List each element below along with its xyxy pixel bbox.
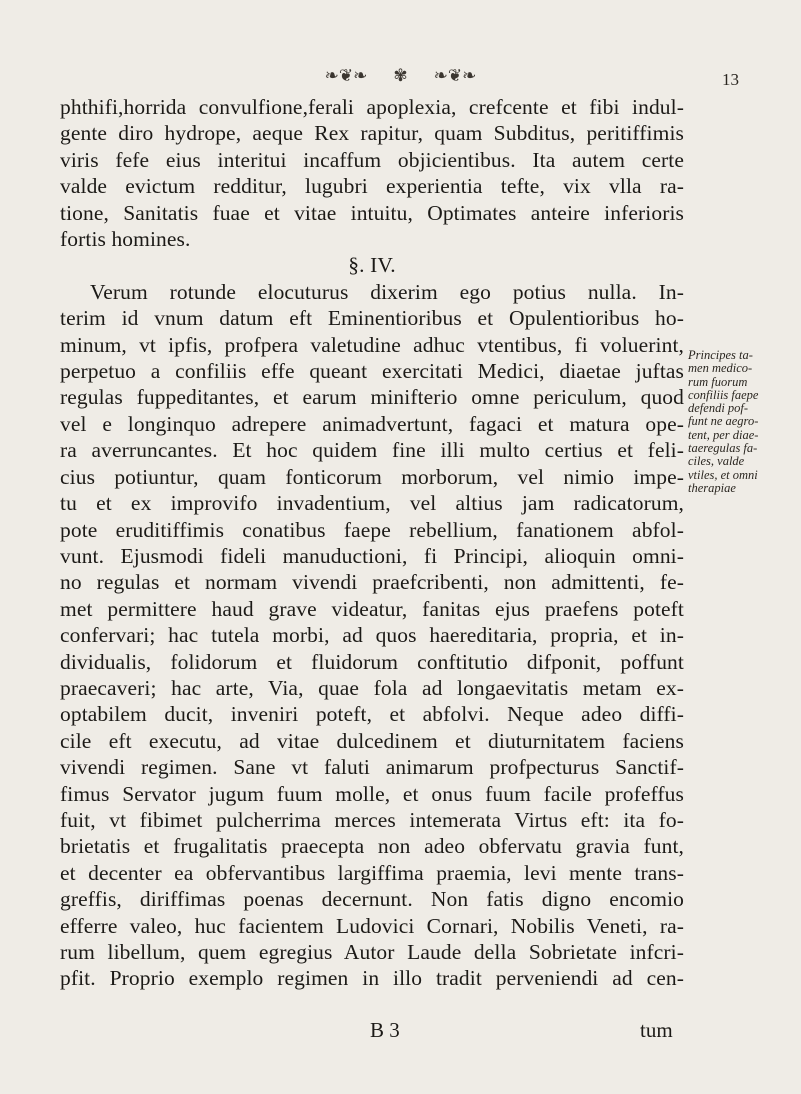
text-line: no regulas et normam vivendi praefcribenti, non admittenti, fe- — [60, 570, 684, 595]
text-line: brietatis et frugalitatis praecepta non adeo obfervatu gravia funt, — [60, 834, 684, 859]
text-line: ra averruncantes. Et hoc quidem fine illi multo certius et feli- — [60, 438, 684, 463]
text-line: terim id vnum datum eft Eminentioribus et Opulentioribus ho- — [60, 306, 684, 331]
text-line: fortis homines. — [60, 227, 191, 252]
text-line: tu et ex improvifo invadentium, vel altius jam radicatorum, — [60, 491, 684, 516]
page-number: 13 — [722, 70, 739, 89]
text-line: met permittere haud grave videatur, fanitas ejus praefens poteft — [60, 596, 684, 621]
text-line: efferre valeo, huc facientem Ludovici Cornari, Nobilis Veneti, ra- — [60, 913, 684, 938]
margin-note-line: rum fuorum — [688, 374, 748, 389]
text-line: fimus Servator jugum fuum molle, et onus fuum facile profeffus — [60, 781, 684, 806]
text-line: et decenter ea obfervantibus largiffima praemia, levi mente trans- — [60, 860, 684, 885]
margin-note-line: tent, per diae- — [688, 427, 759, 442]
margin-note-line: defendi pof- — [688, 401, 749, 416]
catchword: tum — [640, 1018, 673, 1042]
margin-notes — [688, 349, 798, 495]
header-ornament — [0, 66, 801, 90]
text-line: vunt. Ejusmodi fideli manuductioni, fi Principi, alioquin omni- — [60, 543, 684, 568]
margin-note-line: ciles, valde — [688, 454, 745, 469]
text-line: optabilem ducit, inveniri poteft, et abfolvi. Neque adeo diffi- — [60, 702, 684, 727]
margin-note-line: vtiles, et omni — [688, 467, 758, 482]
text-line: perpetuo a confiliis effe queant exercitati Medici, diaetae juftas — [60, 359, 684, 384]
text-line: cile eft executu, ad vitae dulcedinem et diuturnitatem faciens — [60, 728, 684, 753]
text-line: fuit, vt fibimet pulcherrima merces intemerata Virtus eft: ita fo- — [60, 807, 684, 832]
section-heading: §. IV. — [348, 253, 396, 278]
margin-note-line: men medico- — [688, 361, 753, 376]
margin-note-line: funt ne aegro- — [688, 414, 759, 429]
text-line: confervari; hac tutela morbi, ad quos haereditaria, propria, et in- — [60, 623, 684, 648]
signature-mark: B 3 — [370, 1018, 400, 1042]
ornament-center-icon: ✾ — [393, 66, 408, 86]
text-line: praecaveri; hac arte, Via, quae fola ad longaevitatis metam ex- — [60, 675, 684, 700]
text-line: tione, Sanitatis fuae et vitae intuitu, Optimates anteire inferioris — [60, 200, 684, 225]
ornament-left-icon: ❧❦❧ — [324, 66, 368, 86]
text-line: greffis, diriffimas poenas decernunt. Non fatis digno encomio — [60, 887, 684, 912]
margin-note-line: confiliis faepe — [688, 387, 759, 402]
margin-note-line: taeregulas fa- — [688, 441, 758, 456]
ornament-right-icon: ❧❦❧ — [433, 66, 477, 86]
margin-note-line: therapiae — [688, 480, 736, 495]
text-line: pfit. Proprio exemplo regimen in illo tradit perveniendi ad cen- — [60, 966, 684, 991]
text-line: pote eruditiffimis conatibus faepe rebellium, fanationem abfol- — [60, 517, 684, 542]
text-line: gente diro hydrope, aeque Rex rapitur, quam Subditus, peritiffimis — [60, 121, 684, 146]
text-line: dividualis, folidorum et fluidorum conftitutio difponit, poffunt — [60, 649, 684, 674]
text-line: minum, vt ipfis, profpera valetudine adhuc vtentibus, fi voluerint, — [60, 332, 684, 357]
text-line: rum libellum, quem egregius Autor Laude della Sobrietate infcri- — [60, 940, 684, 964]
text-line: viris fefe eius interitui incaffum objicientibus. Ita autem certe — [60, 147, 684, 172]
text-line: Verum rotunde elocuturus dixerim ego potius nulla. In- — [90, 279, 684, 304]
text-line: cius potiuntur, quam fonticorum morborum, vel nimio impe- — [60, 464, 684, 489]
main-text — [60, 94, 684, 992]
text-line: regulas fuppeditantes, et earum minifterio omne periculum, quod — [60, 385, 684, 410]
text-line: phthifi,horrida convulfione,ferali apoplexia, crefcente et fibi indul- — [60, 95, 684, 119]
text-line: vel e longinquo adrepere animadvertunt, fagaci et matura ope- — [60, 411, 684, 436]
text-line: vivendi regimen. Sane vt faluti animarum profpecturus Sanctif- — [60, 755, 684, 780]
margin-note-line: Principes ta- — [688, 348, 753, 362]
text-line: valde evictum redditur, lugubri experientia tefte, vix vlla ra- — [60, 174, 684, 199]
